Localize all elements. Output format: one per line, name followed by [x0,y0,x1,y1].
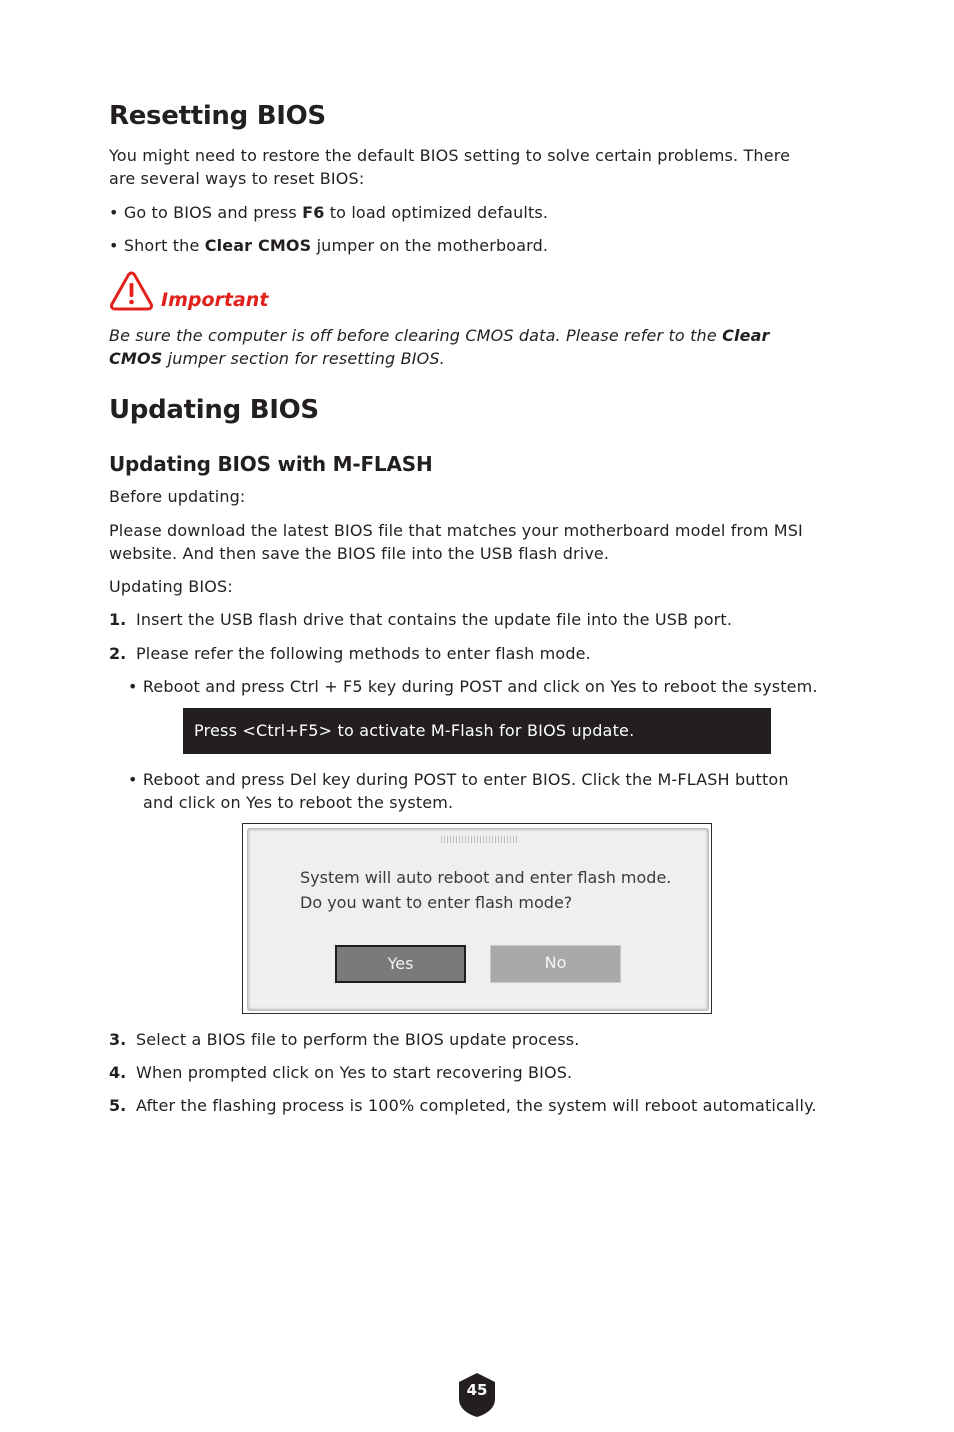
dialog-message [300,865,671,915]
bullet-1-key: F6 [302,203,325,222]
method-2-bullet [128,768,789,791]
yes-button[interactable]: Yes [335,945,466,983]
step-1-text: Insert the USB flash drive that contains the update file into the USB port. [136,610,733,629]
important-line2-text: jumper section for resetting BIOS. [162,349,445,368]
subsection-title-mflash: Updating BIOS with M-FLASH [109,452,433,476]
dialog-drag-grip[interactable] [441,836,519,843]
important-label: Important [161,289,269,311]
bullet-2-pre: Short the [123,236,205,255]
important-clear-word: Clear [722,326,770,345]
bullet-2-post: jumper on the motherboard. [311,236,549,255]
bullet-2-jumper: Clear CMOS [204,236,312,255]
bullet-1-pre: Go to BIOS and press [123,203,303,222]
step-4-number: 4. [109,1063,127,1082]
step-2-text: Please refer the following methods to enter flash mode. [136,644,591,663]
step-2-number: 2. [109,644,127,663]
page-number: 45 [466,1381,488,1399]
bullet-dot: • [109,236,124,255]
section-title-resetting-bios: Resetting BIOS [109,101,326,131]
dialog-message-line1: System will auto reboot and enter flash mode. [300,868,672,887]
updating-bios-label: Updating BIOS: [109,577,233,596]
flash-mode-dialog [247,828,709,1011]
bullet-dot: • [128,770,143,789]
step-5-text: After the flashing process is 100% completed, the system will reboot automatically. [136,1096,817,1115]
reset-bullet-2 [109,234,548,257]
reset-intro-line2: are several ways to reset BIOS: [109,169,365,188]
download-line1: Please download the latest BIOS file that matches your motherboard model from MSI [109,521,803,540]
step-3-number: 3. [109,1030,127,1049]
flash-mode-dialog-screenshot [242,823,712,1014]
important-line1-text: Be sure the computer is off before clearing CMOS data. Please refer to the [109,326,723,345]
step-3-text: Select a BIOS file to perform the BIOS update process. [136,1030,580,1049]
bullet-dot: • [109,203,124,222]
step-4-text: When prompted click on Yes to start recovering BIOS. [136,1063,573,1082]
download-line2: website. And then save the BIOS file into the USB flash drive. [109,544,610,563]
warning-icon [109,270,154,312]
before-updating-label: Before updating: [109,487,246,506]
step-1-number: 1. [109,610,127,629]
section-title-updating-bios: Updating BIOS [109,395,319,425]
post-screen-message: Press <Ctrl+F5> to activate M-Flash for BIOS update. [183,708,771,754]
method-1-text: Reboot and press Ctrl + F5 key during POST and click on Yes to reboot the system. [142,677,818,696]
bullet-1-post: to load optimized defaults. [324,203,549,222]
step-5-number: 5. [109,1096,127,1115]
important-cmos-word: CMOS [109,349,163,368]
method-2-line2: and click on Yes to reboot the system. [143,793,454,812]
important-line1 [109,324,849,347]
important-line2 [109,347,849,370]
method-2-line1: Reboot and press Del key during POST to enter BIOS. Click the M-FLASH button [142,770,789,789]
reset-bullet-1 [109,201,548,224]
reset-intro-line1: You might need to restore the default BIOS setting to solve certain problems. There [109,146,791,165]
method-1-bullet [128,675,818,698]
no-button[interactable]: No [490,945,621,983]
dialog-message-line2: Do you want to enter flash mode? [300,893,573,912]
bullet-dot: • [128,677,143,696]
